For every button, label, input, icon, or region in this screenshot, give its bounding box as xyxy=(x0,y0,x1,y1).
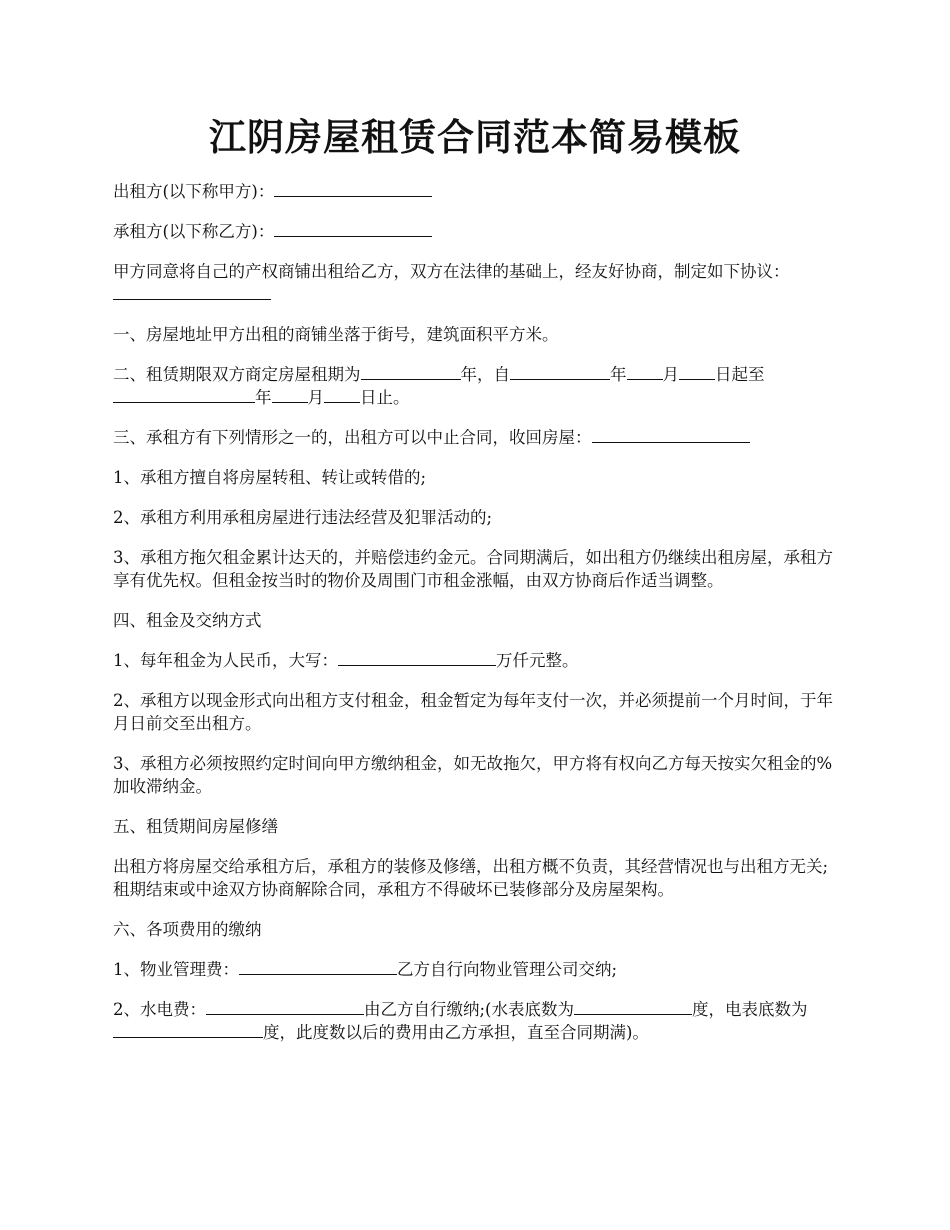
electric-meter-blank xyxy=(113,1022,263,1038)
term-text-2: 年，自 xyxy=(460,365,510,384)
electric-meter-text: 度，电表底数为 xyxy=(692,1000,808,1019)
term-text-8: 日止。 xyxy=(360,388,410,407)
lessee-label: 承租方(以下称乙方)： xyxy=(113,222,275,241)
property-fee-suffix: 乙方自行向物业管理公司交纳; xyxy=(397,960,618,979)
end-day-blank xyxy=(324,387,360,403)
section-6-heading: 六、各项费用的缴纳 xyxy=(113,920,262,939)
start-day-blank xyxy=(679,364,715,380)
clause-3-item-2: 2、承租方利用承租房屋进行违法经营及犯罪活动的; xyxy=(113,508,493,527)
repair-paragraph: 出租方将房屋交给承租方后，承租方的装修及修缮，出租方概不负责，其经营情况也与出租方无关;租期结束或中途双方协商解除合同，承租方不得破坏已装修部分及房屋架构。 xyxy=(113,857,829,899)
term-text-7: 月 xyxy=(307,388,324,407)
agreement-intro xyxy=(113,260,843,306)
term-text-4: 月 xyxy=(662,365,679,384)
term-years-blank xyxy=(361,364,461,380)
termination-text: 三、承租方有下列情形之一的，出租方可以中止合同，收回房屋： xyxy=(113,428,592,447)
rent-item-3: 3、承租方必须按照约定时间向甲方缴纳租金，如无故拖欠，甲方将有权向乙方每天按实欠租金的%加收滞纳金。 xyxy=(113,754,833,796)
lessor-label: 出租方(以下称甲方)： xyxy=(113,182,275,201)
clause-2-term xyxy=(113,363,843,409)
term-text-6: 年 xyxy=(255,388,272,407)
agreement-intro-text: 甲方同意将自己的产权商铺出租给乙方，双方在法律的基础上，经友好协商，制定如下协议： xyxy=(113,262,790,281)
termination-blank xyxy=(592,427,750,443)
section-4-heading: 四、租金及交纳方式 xyxy=(113,611,262,630)
start-year-blank xyxy=(510,364,610,380)
fee-item-1 xyxy=(113,958,843,981)
document-body xyxy=(113,180,843,1061)
property-fee-text: 1、物业管理费： xyxy=(113,960,239,979)
end-month-blank xyxy=(272,387,308,403)
section-5-heading: 五、租赁期间房屋修缮 xyxy=(113,817,278,836)
property-fee-blank xyxy=(239,959,397,975)
rent-amount-blank xyxy=(338,650,496,666)
utility-fee-suffix: 度，此度数以后的费用由乙方承担，直至合同期满)。 xyxy=(263,1023,649,1042)
rent-item-2: 2、承租方以现金形式向出租方支付租金，租金暂定为每年支付一次，并必须提前一个月时间，于年月日前交至出租方。 xyxy=(113,691,833,733)
start-month-blank xyxy=(627,364,663,380)
agreement-blank xyxy=(113,284,271,300)
rent-amount-suffix: 万仟元整。 xyxy=(496,651,579,670)
fee-item-2 xyxy=(113,998,843,1044)
end-year-blank xyxy=(113,387,255,403)
clause-3-item-3: 3、承租方拖欠租金累计达天的，并赔偿违约金元。合同期满后，如出租方仍继续出租房屋，承租方享有优先权。但租金按当时的物价及周围门市租金涨幅，由双方协商后作适当调整。 xyxy=(113,548,833,590)
clause-3-item-1: 1、承租方擅自将房屋转租、转让或转借的; xyxy=(113,468,427,487)
document-title: 江阴房屋租赁合同范本简易模板 xyxy=(209,115,741,159)
lessee-blank xyxy=(274,221,432,237)
water-meter-blank xyxy=(574,999,692,1015)
term-text-3: 年 xyxy=(610,365,627,384)
lessor-blank xyxy=(274,181,432,197)
clause-1-address: 一、房屋地址甲方出租的商铺坐落于街号，建筑面积平方米。 xyxy=(113,325,559,344)
utility-fee-text: 2、水电费： xyxy=(113,1000,206,1019)
lessee-line xyxy=(113,220,843,243)
utility-fee-blank xyxy=(206,999,364,1015)
lessor-line xyxy=(113,180,843,203)
term-text-5: 日起至 xyxy=(715,365,765,384)
water-meter-text: 由乙方自行缴纳;(水表底数为 xyxy=(364,1000,574,1019)
rent-amount-text: 1、每年租金为人民币，大写： xyxy=(113,651,338,670)
rent-item-1 xyxy=(113,649,843,672)
clause-3-termination xyxy=(113,426,843,449)
term-text-1: 二、租赁期限双方商定房屋租期为 xyxy=(113,365,361,384)
